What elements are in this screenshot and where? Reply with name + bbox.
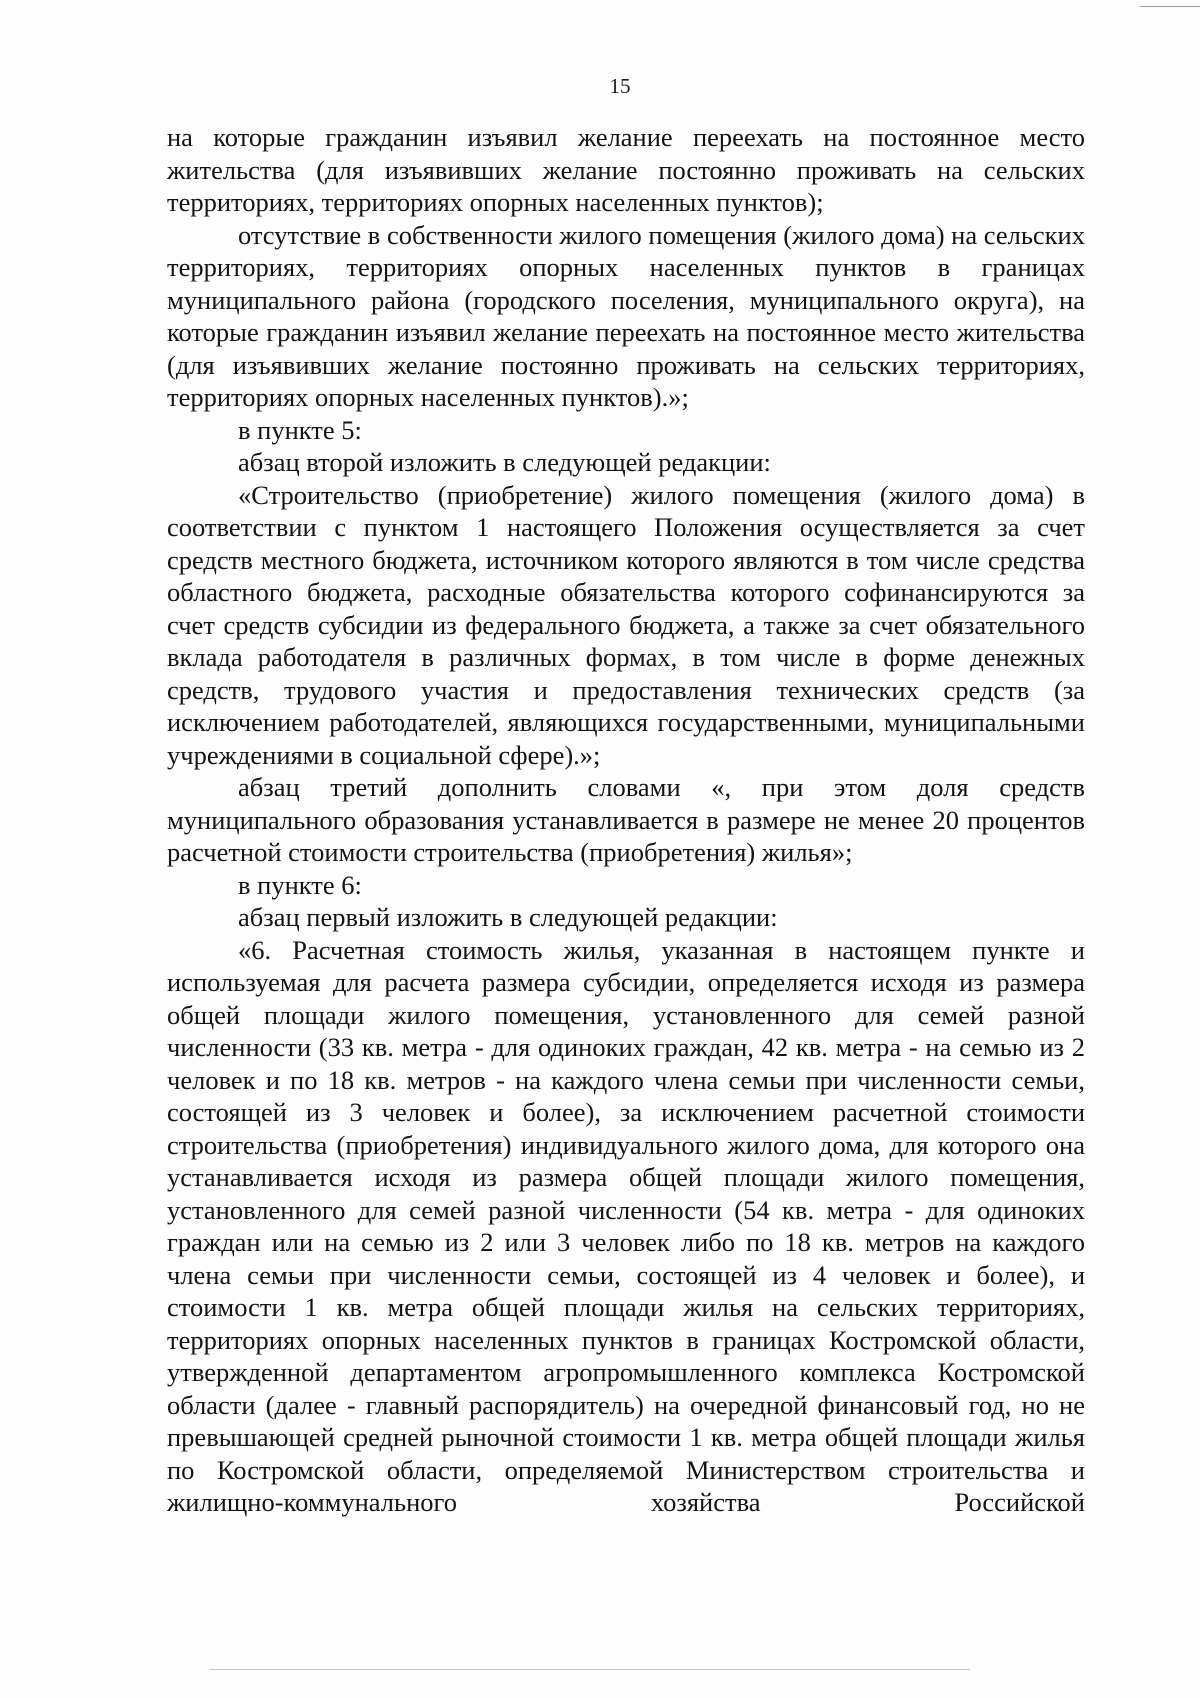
paragraph-continuation: на которые гражданин изъявил желание переехать на постоянное место жительства (для изъявивших желание постоянно проживать на сельских территориях, территориях опорных населенных пунктов); bbox=[167, 122, 1085, 217]
paragraph: отсутствие в собственности жилого помещения (жилого дома) на сельских территориях, территориях опорных населенных пунктов в границах муниципального района (городского поселения, муниципального округа), на которые гражданин изъявил желание переехать на постоянное место жительства (для изъявивших желание постоянно проживать на сельских территориях, территориях опорных населенных пунктов).»; bbox=[167, 219, 1085, 412]
paragraph: в пункте 5: bbox=[238, 414, 362, 445]
paragraph: «6. Расчетная стоимость жилья, указанная в настоящем пункте и используемая для расчета размера субсидии, определяется исходя из размера общей площади жилого помещения, установленного для семей разной численности (33 кв. метра - для одиноких граждан, 42 кв. метра - на семью из 2 человек и по 18 кв. метров - на каждого члена семьи при численности семьи, состоящей из 3 человек и более), за исключением расчетной стоимости строительства (приобретения) индивидуального жилого дома, для которого она устанавливается исходя из размера общей площади жилого помещения, установленного для семей разной численности (54 кв. метра - для одиноких граждан или на семью из 2 или 3 человек либо по 18 кв. метров на каждого члена семьи при численности семьи, состоящей из 4 человек и более), и стоимости 1 кв. метра общей площади жилья на сельских территориях, территориях опорных населенных пунктов в границах Костромской области, утвержденной департаментом агропромышленного комплекса Костромской области (далее - главный распорядитель) на очередной финансовый год, но не превышающей средней рыночной стоимости 1 кв. метра общей площади жилья по Костромской области, определяемой Министерством строительства и жилищно-коммунального хозяйства Российской bbox=[167, 934, 1085, 1517]
document-body bbox=[167, 121, 1085, 1519]
paragraph: абзац третий дополнить словами «, при этом доля средств муниципального образования устанавливается в размере не менее 20 процентов расчетной стоимости строительства (приобретения) жилья»; bbox=[167, 772, 1085, 867]
scan-artifact-line bbox=[210, 1669, 970, 1670]
page-number: 15 bbox=[609, 74, 631, 98]
paragraph: абзац второй изложить в следующей редакции: bbox=[238, 447, 771, 477]
scan-artifact-line bbox=[1140, 6, 1200, 7]
paragraph: в пункте 6: bbox=[238, 869, 362, 900]
paragraph: «Строительство (приобретение) жилого помещения (жилого дома) в соответствии с пунктом 1 настоящего Положения осуществляется за счет средств местного бюджета, источником которого являются в том числе средства областного бюджета, расходные обязательства которого софинансируются за счет средств субсидии из федерального бюджета, а также за счет обязательного вклада работодателя в различных формах, в том числе в форме денежных средств, трудового участия и предоставления технических средств (за исключением работодателей, являющихся государственными, муниципальными учреждениями в социальной сфере).»; bbox=[167, 479, 1085, 770]
paragraph: абзац первый изложить в следующей редакции: bbox=[238, 902, 778, 932]
